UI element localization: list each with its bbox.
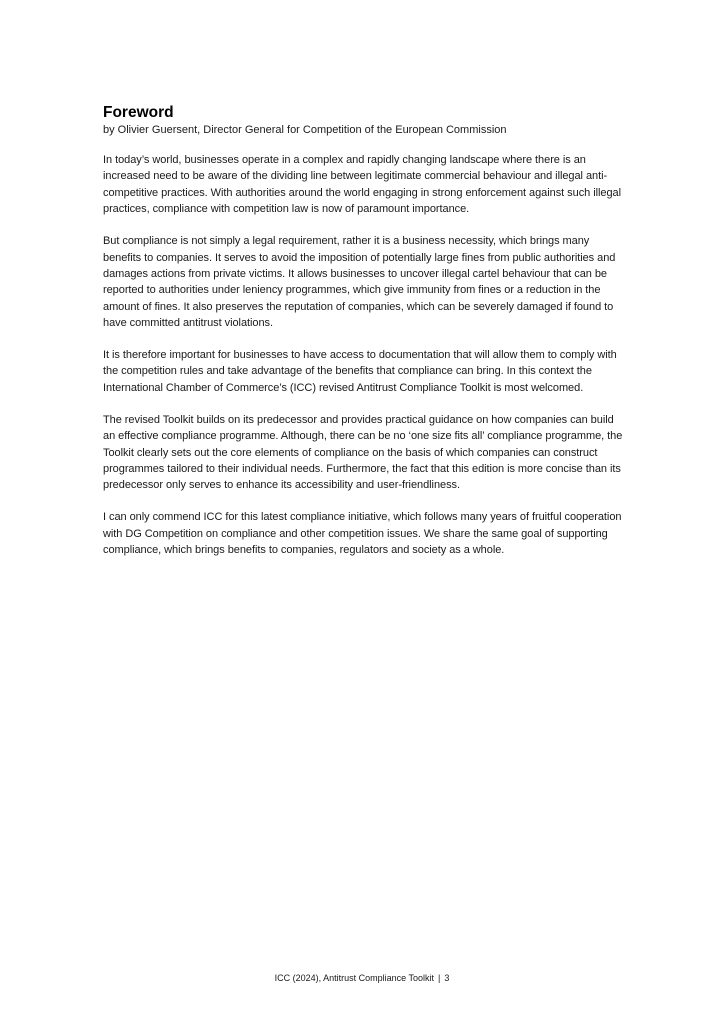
foreword-section	[103, 104, 625, 574]
page-title: Foreword	[103, 104, 174, 121]
paragraph: But compliance is not simply a legal requirement, rather it is a business necessity, which brings many benefits to companies. It serves to avoid the imposition of potentially large fines from public authorities and damages actions from private victims. It allows businesses to uncover illegal cartel behaviour that can be reported to authorities under leniency programmes, which give immunity from fines or a reduction in the amount of fines. It also preserves the reputation of companies, which can be severely damaged if found to have committed antitrust violations.	[103, 235, 616, 330]
author-byline: by Olivier Guersent, Director General for Competition of the European Commission	[103, 124, 507, 136]
paragraph: I can only commend ICC for this latest compliance initiative, which follows many years of fruitful cooperation with DG Competition on compliance and other competition issues. We share the same goal of supporting compliance, which brings benefits to companies, regulators and society as a whole.	[103, 511, 622, 557]
footer-separator: |	[438, 973, 441, 983]
paragraph: It is therefore important for businesses to have access to documentation that will allow them to comply with the competition rules and take advantage of the benefits that compliance can bring. In this context the International Chamber of Commerce’s (ICC) revised Antitrust Compliance Toolkit is most welcomed.	[103, 349, 617, 394]
paragraph: In today’s world, businesses operate in a complex and rapidly changing landscape where there is an increased need to be aware of the dividing line between legitimate commercial behaviour and illegal anti-competitive practices. With authorities around the world engaging in strong enforcement against such illegal practices, compliance with competition law is now of paramount importance.	[103, 154, 621, 216]
page-footer	[0, 972, 724, 984]
footer-source: ICC (2024), Antitrust Compliance Toolkit	[274, 973, 435, 983]
page-number: 3	[444, 973, 450, 983]
paragraph: The revised Toolkit builds on its predecessor and provides practical guidance on how companies can build an effective compliance programme. Although, there can be no ‘one size fits all’ compliance programme, the Toolkit clearly sets out the core elements of compliance on the basis of which companies can construct programmes tailored to their individual needs. Furthermore, the fact that this edition is more concise than its predecessor only serves to enhance its accessibility and user-friendliness.	[103, 413, 623, 492]
